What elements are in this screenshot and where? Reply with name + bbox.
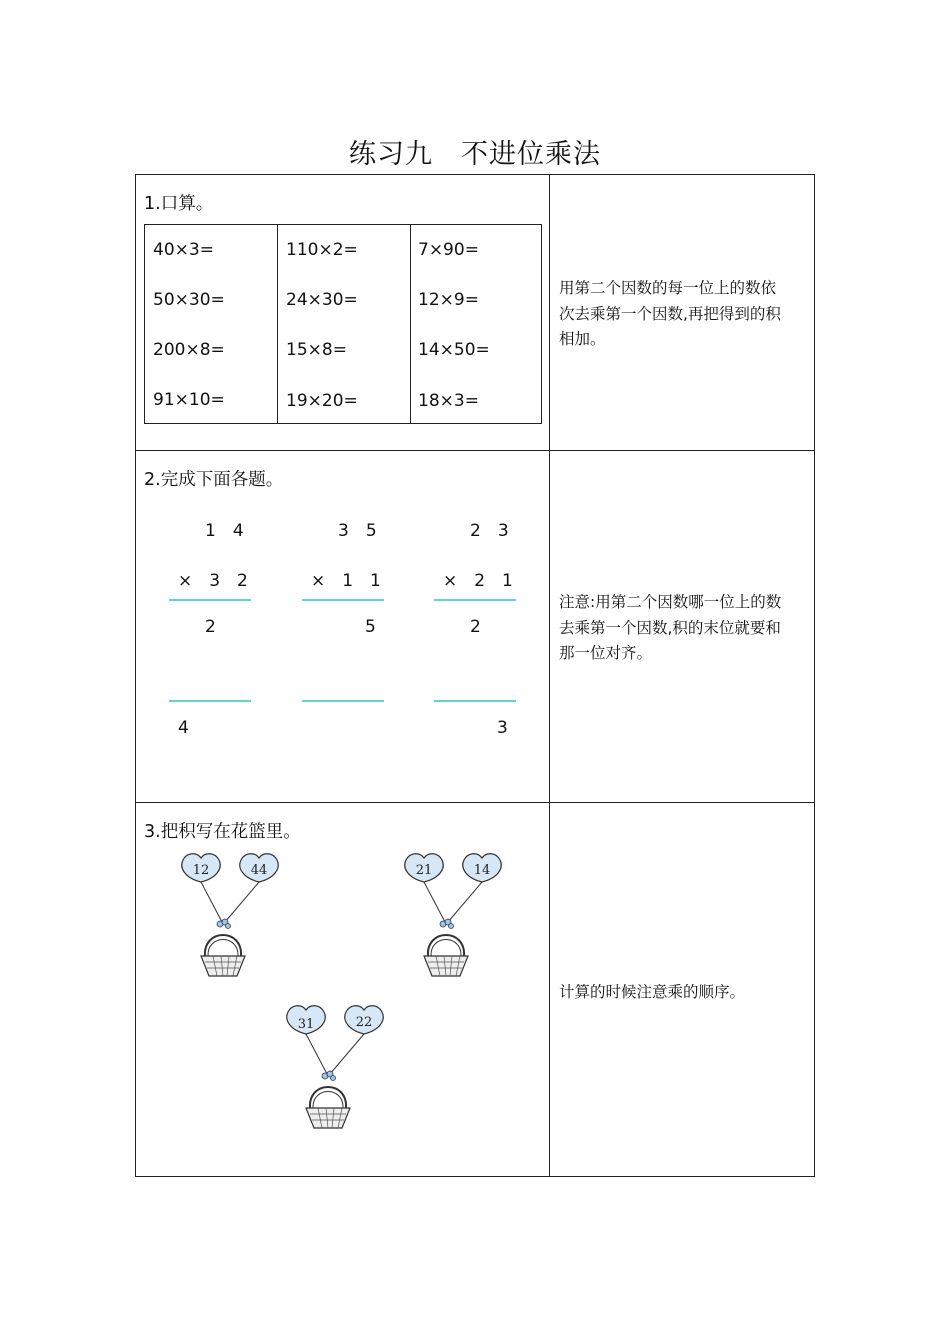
multiplier-row: × 3 2 xyxy=(178,571,248,591)
q1-heading: 1.口算。 xyxy=(144,194,214,214)
table-bottom-border xyxy=(135,1176,815,1177)
calc-item: 12×9= xyxy=(418,290,479,310)
calc-item: 19×20= xyxy=(286,391,358,411)
calc-item: 200×8= xyxy=(153,340,225,360)
partial-product: 2 xyxy=(205,617,216,637)
heart-balloon-left xyxy=(182,854,220,882)
table-right-border xyxy=(814,174,815,1177)
heart-balloon-right xyxy=(240,854,278,882)
partial-product: 5 xyxy=(365,617,376,637)
calc-item: 40×3= xyxy=(153,240,214,260)
multiplicand: 2 3 xyxy=(470,521,509,541)
table-column-divider xyxy=(549,174,550,1177)
table-row-divider-2 xyxy=(135,802,815,803)
answer-line xyxy=(434,599,516,601)
calc-item: 50×30= xyxy=(153,290,225,310)
calc-item: 14×50= xyxy=(418,340,490,360)
product-digit: 3 xyxy=(497,718,508,738)
balloon-number: 31 xyxy=(297,1017,315,1032)
answer-line xyxy=(302,599,384,601)
q2-tip: 注意:用第二个因数哪一位上的数 去乘第一个因数,积的末位就要和 那一位对齐。 xyxy=(559,593,782,662)
heart-balloon-right xyxy=(463,854,501,882)
calc-item: 18×3= xyxy=(418,391,479,411)
answer-line xyxy=(434,700,516,702)
answer-line xyxy=(169,599,251,601)
q3-heading: 3.把积写在花篮里。 xyxy=(144,822,301,842)
balloon-number: 44 xyxy=(250,863,268,878)
product-digit: 4 xyxy=(178,718,189,738)
q2-heading: 2.完成下面各题。 xyxy=(144,470,284,490)
page-title: 练习九 不进位乘法 xyxy=(349,139,601,170)
partial-product: 2 xyxy=(470,617,481,637)
balloon-number: 22 xyxy=(355,1015,373,1030)
balloon-number: 14 xyxy=(473,863,491,878)
calc-item: 15×8= xyxy=(286,340,347,360)
heart-balloon-right xyxy=(345,1006,383,1034)
calc-item: 24×30= xyxy=(286,290,358,310)
flower-basket-3 xyxy=(280,1000,400,1140)
multiplicand: 1 4 xyxy=(205,521,244,541)
table-row-divider-1 xyxy=(135,450,815,451)
balloon-number: 12 xyxy=(192,863,210,878)
answer-line xyxy=(302,700,384,702)
table-left-border xyxy=(135,174,136,1177)
calc-item: 110×2= xyxy=(286,240,358,260)
calc-item: 91×10= xyxy=(153,390,225,410)
answer-line xyxy=(169,700,251,702)
balloon-number: 21 xyxy=(415,863,433,878)
flower-basket-1 xyxy=(175,848,295,988)
flower-basket-2 xyxy=(398,848,518,988)
q3-tip: 计算的时候注意乘的顺序。 xyxy=(559,983,746,1001)
calc-item: 7×90= xyxy=(418,240,479,260)
multiplier-row: × 1 1 xyxy=(311,571,381,591)
q1-tip: 用第二个因数的每一位上的数依 次去乘第一个因数,再把得到的积 相加。 xyxy=(559,279,781,348)
heart-balloon-left xyxy=(405,854,443,882)
heart-balloon-left xyxy=(287,1006,325,1034)
table-top-border xyxy=(135,174,815,175)
multiplicand: 3 5 xyxy=(338,521,377,541)
multiplier-row: × 2 1 xyxy=(443,571,513,591)
